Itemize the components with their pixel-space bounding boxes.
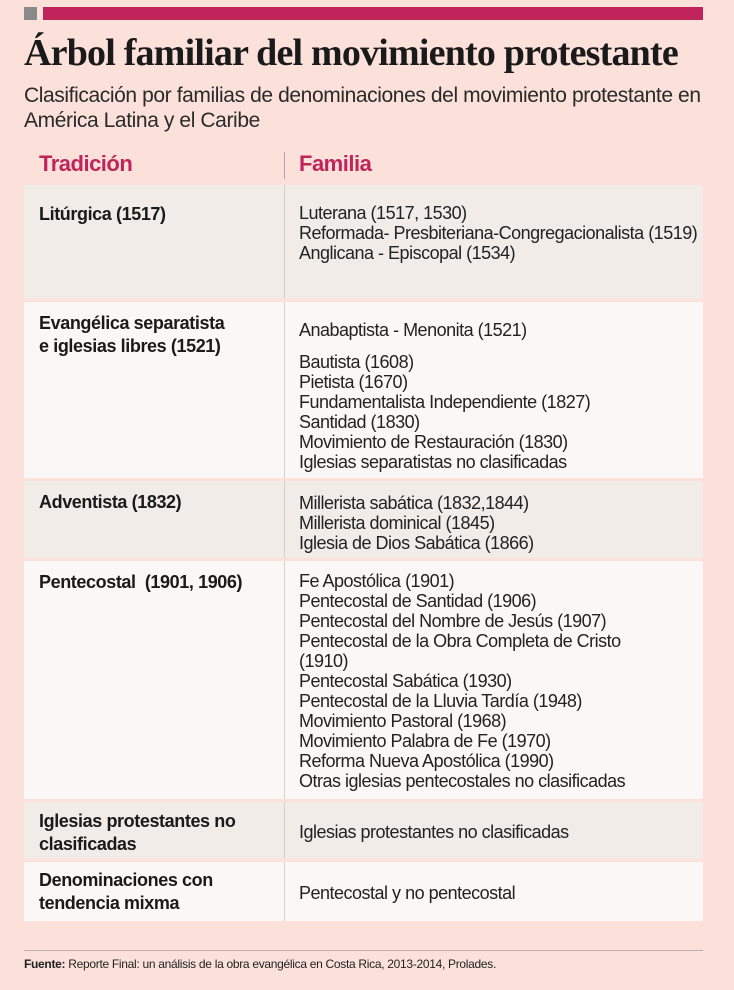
familia-item: Fundamentalista Independiente (1827) <box>299 392 591 412</box>
tradicion-label: Litúrgica (1517) <box>39 204 166 224</box>
familia-item: Pentecostal Sabática (1930) <box>299 671 512 691</box>
familia-item: Reformada- Presbiteriana-Congregacionalista (1519) <box>299 223 698 243</box>
tradicion-label: Denominaciones con <box>39 870 213 890</box>
source-text: Reporte Final: un análisis de la obra evangélica en Costa Rica, 2013-2014, Prolades. <box>68 957 497 971</box>
header-divider <box>284 152 285 179</box>
tradicion-cell <box>24 802 284 859</box>
table-row <box>24 558 703 799</box>
tradicion-label: clasificadas <box>39 834 137 854</box>
table-row <box>24 859 703 921</box>
familia-item: Iglesia de Dios Sabática (1866) <box>299 533 534 553</box>
classification-table <box>24 185 703 921</box>
familia-item: Anabaptista - Menonita (1521) <box>299 320 527 340</box>
familia-item: Pietista (1670) <box>299 372 408 392</box>
familia-item: Iglesias separatistas no clasificadas <box>299 452 567 472</box>
page-title: Árbol familiar del movimiento protestante <box>24 32 678 74</box>
red-accent-bar <box>43 7 703 20</box>
table-row <box>24 478 703 558</box>
grey-square-marker <box>24 7 37 20</box>
familia-cell <box>284 802 703 859</box>
table-row <box>24 299 703 478</box>
tradicion-cell <box>24 302 284 478</box>
familia-cell <box>284 561 703 799</box>
familia-item: Fe Apostólica (1901) <box>299 571 455 591</box>
familia-item: Bautista (1608) <box>299 352 414 372</box>
familia-cell <box>284 302 703 478</box>
table-header <box>24 147 703 183</box>
footer-divider <box>24 950 703 951</box>
familia-item: Pentecostal del Nombre de Jesús (1907) <box>299 611 607 631</box>
header-tradicion: Tradición <box>39 151 133 176</box>
familia-item: Millerista sabática (1832,1844) <box>299 493 529 513</box>
table-row <box>24 185 703 299</box>
tradicion-cell <box>24 185 284 299</box>
tradicion-cell <box>24 561 284 799</box>
tradicion-label: Evangélica separatista <box>39 313 225 333</box>
familia-item: Otras iglesias pentecostales no clasificadas <box>299 771 626 791</box>
familia-item: Pentecostal de la Obra Completa de Cristo (1910) <box>299 631 621 671</box>
familia-item: Anglicana - Episcopal (1534) <box>299 243 516 263</box>
tradicion-cell <box>24 862 284 921</box>
familia-item: Pentecostal de Santidad (1906) <box>299 591 537 611</box>
familia-item: Pentecostal de la Lluvia Tardía (1948) <box>299 691 582 711</box>
familia-item: Movimiento Palabra de Fe (1970) <box>299 731 551 751</box>
familia-item: Luterana (1517, 1530) <box>299 203 467 223</box>
header-familia: Familia <box>299 151 372 176</box>
tradicion-label: e iglesias libres (1521) <box>39 336 221 356</box>
familia-item: Reforma Nueva Apostólica (1990) <box>299 751 554 771</box>
familia-cell <box>284 862 703 921</box>
source-note <box>24 957 714 971</box>
familia-item: Millerista dominical (1845) <box>299 513 495 533</box>
familia-cell <box>284 185 703 299</box>
familia-item: Pentecostal y no pentecostal <box>299 883 516 903</box>
page-subtitle: Clasificación por familias de denominaciones del movimiento protestante en América Latina y el Caribe <box>24 84 701 132</box>
familia-item: Iglesias protestantes no clasificadas <box>299 822 569 842</box>
table-row <box>24 799 703 859</box>
familia-item: Santidad (1830) <box>299 412 420 432</box>
tradicion-label: Adventista (1832) <box>39 492 182 512</box>
tradicion-label: Iglesias protestantes no <box>39 811 236 831</box>
tradicion-label: tendencia mixma <box>39 893 180 913</box>
top-accent-bar <box>24 7 703 20</box>
tradicion-cell <box>24 481 284 558</box>
familia-cell <box>284 481 703 558</box>
tradicion-label: Pentecostal (1901, 1906) <box>39 572 243 592</box>
familia-item: Movimiento de Restauración (1830) <box>299 432 568 452</box>
familia-item: Movimiento Pastoral (1968) <box>299 711 507 731</box>
source-label: Fuente: <box>24 957 66 971</box>
